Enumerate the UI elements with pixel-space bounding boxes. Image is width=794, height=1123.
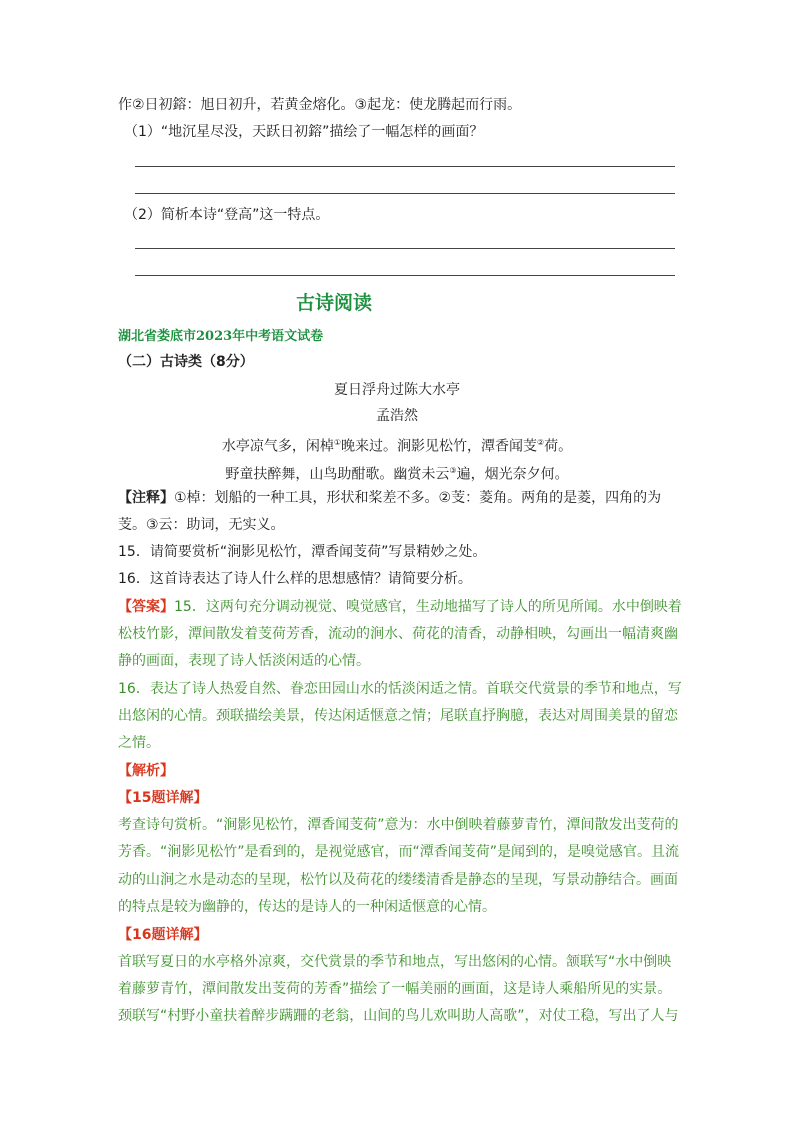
footnote-mark: ② — [537, 438, 545, 447]
notes-label: 【注释】 — [118, 490, 174, 506]
detail-16-line-1: 首联写夏日的水亭格外凉爽，交代赏景的季节和地点，写出悠闲的心情。颔联写“水中倒映 — [118, 954, 672, 970]
detail-16-label: 【16题详解】 — [118, 927, 208, 943]
question-1: （1）“地沉星尽没，天跃日初鎔”描绘了一幅怎样的画面？ — [124, 124, 484, 140]
notes-text: ①棹：划船的一种工具，形状和桨差不多。②芰：菱角。两角的是菱，四角的为 — [174, 490, 662, 506]
detail-15-line-1: 考查诗句赏析。“涧影见松竹，潭香闻芰荷”意为：水中倒映着藤萝青竹，潭间散发出芰荷的 — [118, 817, 679, 833]
note-continuation: 作②日初鎔：旭日初升，若黄金熔化。③起龙：使龙腾起而行雨。 — [118, 97, 522, 113]
poem-author: 孟浩然 — [376, 408, 418, 424]
part-heading: （二）古诗类（8分） — [118, 354, 254, 370]
answer-text: 15．这两句充分调动视觉、嗅觉感官，生动地描写了诗人的所见所闻。水中倒映着 — [174, 599, 682, 615]
source-line — [118, 326, 323, 347]
answer-line — [135, 248, 675, 249]
answer-line-6: 之情。 — [118, 735, 160, 751]
question-15: 15．请简要赏析“涧影见松竹，潭香闻芰荷”写景精妙之处。 — [118, 544, 487, 560]
poem-title: 夏日浮舟过陈大水亭 — [334, 382, 460, 398]
poem-text: 野童扶醉舞，山鸟助酣歌。幽赏未云 — [225, 466, 450, 483]
analysis-label: 【解析】 — [118, 763, 174, 779]
footnote-mark: ① — [333, 438, 341, 447]
poem-text: 水亭凉气多，闲棹 — [221, 438, 334, 455]
answer-line-4: 16．表达了诗人热爱自然、眷恋田园山水的恬淡闲适之情。首联交代赏景的季节和地点，写 — [118, 681, 682, 697]
answer-line-3: 静的画面，表现了诗人恬淡闲适的心情。 — [118, 653, 370, 669]
source-text: 湖北省娄底市2023年中考语文试卷 — [118, 329, 324, 344]
notes-line-2: 芰。③云：助词，无实义。 — [118, 517, 285, 533]
detail-16-line-2: 着藤萝青竹，潭间散发出芰荷的芳香”描绘了一幅美丽的画面，这是诗人乘船所见的实景。 — [118, 981, 672, 997]
answer-line — [135, 275, 675, 276]
poem-line-2 — [0, 461, 794, 485]
detail-15-line-3: 动的山涧之水是动态的呈现，松竹以及荷花的缕缕清香是静态的呈现，写景动静结合。画面 — [118, 872, 678, 888]
answer-line-2: 松枝竹影，潭间散发着芰荷芳香，流动的涧水、荷花的清香，动静相映，勾画出一幅清爽幽 — [118, 626, 678, 642]
detail-15-line-4: 的特点是较为幽静的，传达的是诗人的一种闲适惬意的心情。 — [118, 899, 496, 915]
poem-text: 晚来过。涧影见松竹，潭香闻芰 — [341, 438, 537, 455]
question-2: （2）简析本诗“登高”这一特点。 — [124, 207, 330, 223]
question-16: 16．这首诗表达了诗人什么样的思想感情？请简要分析。 — [118, 571, 472, 587]
section-title: 古诗阅读 — [296, 292, 373, 314]
poem-text: 遍，烟光奈夕何。 — [456, 466, 569, 483]
detail-15-line-2: 芳香。“涧影见松竹”是看到的，是视觉感官，而“潭香闻芰荷”是闻到的，是嗅觉感官。且流 — [118, 844, 680, 860]
detail-16-line-3: 颈联写“村野小童扶着醉步蹒跚的老翁，山间的鸟儿欢叫助人高歌”，对仗工稳，写出了人与 — [118, 1008, 679, 1024]
poem-text: 荷。 — [544, 438, 573, 455]
poem-line-1 — [0, 433, 794, 457]
answer-label: 【答案】 — [118, 599, 174, 615]
answer-line-5: 出悠闲的心情。颈联描绘美景，传达闲适惬意之情；尾联直抒胸臆，表达对周围美景的留恋 — [118, 708, 678, 724]
detail-15-label: 【15题详解】 — [118, 790, 208, 806]
answer-line — [135, 166, 675, 167]
notes-line-1 — [118, 488, 661, 508]
answer-line — [135, 193, 675, 194]
footnote-mark: ③ — [449, 466, 457, 475]
answer-line-1 — [118, 597, 682, 617]
